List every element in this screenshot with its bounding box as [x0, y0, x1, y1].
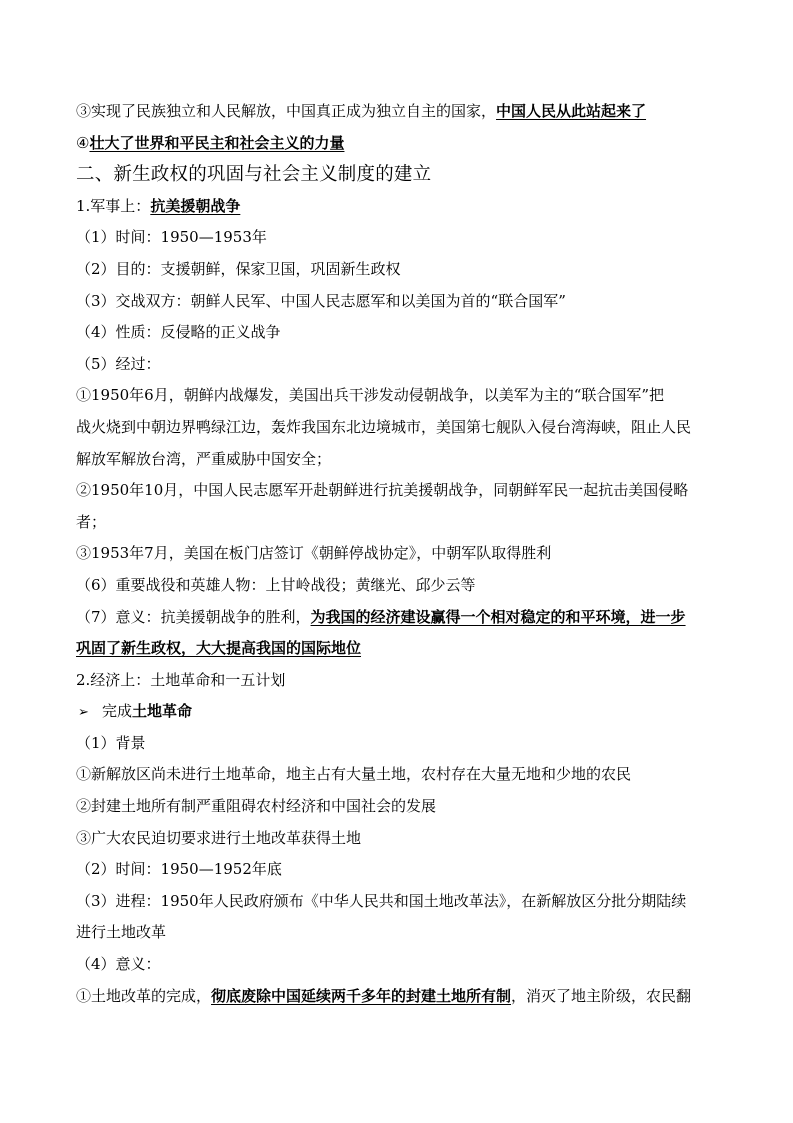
text-run: ④: [76, 133, 90, 152]
text-run: （1）时间：1950—1953年: [76, 228, 267, 247]
text-line: [76, 633, 726, 665]
text-run: ①土地改革的完成，: [76, 986, 212, 1005]
text-run: 进行土地改革: [76, 923, 167, 942]
text-line: [76, 444, 726, 476]
emphasis-text: 抗美援朝战争: [150, 196, 241, 215]
text-line: [76, 222, 726, 254]
text-line: [76, 507, 726, 539]
text-run: ①新解放区尚未进行土地革命，地主占有大量土地，农村存在大量无地和少地的农民: [76, 765, 632, 784]
bullet-item: [76, 696, 726, 728]
emphasis-text: 中国人民从此站起来了: [496, 102, 647, 120]
text-line: [76, 949, 726, 981]
arrow-bullet-icon: ➢: [78, 705, 89, 721]
section-heading: [76, 159, 726, 191]
text-line: [76, 917, 726, 949]
text-line: [76, 981, 726, 1013]
text-run: 1.军事上：: [76, 196, 151, 215]
text-line: [76, 570, 726, 602]
text-run: 战火烧到中朝边界鸭绿江边，轰炸我国东北边境城市，美国第七舰队入侵台湾海峡，阻止人民: [76, 417, 692, 436]
text-line: [76, 475, 726, 507]
text-run: （4）意义：: [76, 955, 161, 974]
text-line: [76, 254, 726, 286]
text-run: （2）时间：1950—1952年底: [76, 860, 282, 879]
emphasis-text: 壮大了世界和平民主和社会主义的力量: [89, 133, 345, 152]
subsection-heading: [76, 665, 726, 697]
emphasis-text: 为我国的经济建设赢得一个相对稳定的和平环境，进一步: [310, 607, 686, 626]
text-line: [76, 728, 726, 760]
text-run: ③实现了民族独立和人民解放，中国真正成为独立自主的国家，: [76, 102, 497, 120]
text-line: [76, 96, 726, 128]
text-line: [76, 759, 726, 791]
text-line: [76, 128, 726, 160]
text-run: （7）意义：抗美援朝战争的胜利，: [76, 607, 311, 626]
text-run: 2.经济上：土地革命和一五计划: [76, 670, 286, 689]
text-line: [76, 349, 726, 381]
text-line: [76, 412, 726, 444]
text-run: 完成: [102, 702, 133, 721]
text-run: ②封建土地所有制严重阻碍农村经济和中国社会的发展: [76, 797, 437, 816]
text-line: [76, 823, 726, 855]
text-line: [76, 854, 726, 886]
emphasis-text: 彻底废除中国延续两千多年的封建土地所有制: [211, 986, 512, 1005]
text-run: ③1953年7月，美国在板门店签订《朝鲜停战协定》，中朝军队取得胜利: [76, 544, 552, 563]
text-line: [76, 317, 726, 349]
text-line: [76, 886, 726, 918]
text-run: ③广大农民迫切要求进行土地改革获得土地: [76, 828, 362, 847]
text-run: （3）交战双方：朝鲜人民军、中国人民志愿军和以美国为首的“联合国军”: [76, 291, 566, 310]
text-run: （5）经过：: [76, 354, 161, 373]
text-run: ，消灭了地主阶级，农民翻: [511, 986, 692, 1005]
text-line: [76, 380, 726, 412]
subsection-heading: [76, 191, 726, 223]
text-run: 者；: [76, 512, 107, 531]
text-run: （1）背景: [76, 733, 146, 752]
text-run: （2）目的：支援朝鲜，保家卫国，巩固新生政权: [76, 259, 401, 278]
text-run: ①1950年6月，朝鲜内战爆发，美国出兵干涉发动侵朝战争，以美军为主的“联合国军”把: [76, 386, 665, 405]
emphasis-text: 巩固了新生政权，大大提高我国的国际地位: [76, 639, 362, 658]
text-run: （6）重要战役和英雄人物：上甘岭战役；黄继光、邱少云等: [76, 575, 476, 594]
text-run: （4）性质：反侵略的正义战争: [76, 323, 281, 342]
text-line: [76, 286, 726, 318]
text-run: （3）进程：1950年人民政府颁布《中华人民共和国土地改革法》，在新解放区分批分期陆续: [76, 891, 687, 910]
text-run: 解放军解放台湾，严重威胁中国安全；: [76, 449, 332, 468]
text-run: ②1950年10月，中国人民志愿军开赴朝鲜进行抗美援朝战争，同朝鲜军民一起抗击美国侵略: [76, 481, 689, 500]
emphasis-text: 土地革命: [132, 702, 193, 721]
text-line: [76, 602, 726, 634]
document-page: [76, 96, 726, 1012]
text-line: [76, 538, 726, 570]
heading-text: 二、新生政权的巩固与社会主义制度的建立: [76, 164, 432, 186]
text-line: [76, 791, 726, 823]
